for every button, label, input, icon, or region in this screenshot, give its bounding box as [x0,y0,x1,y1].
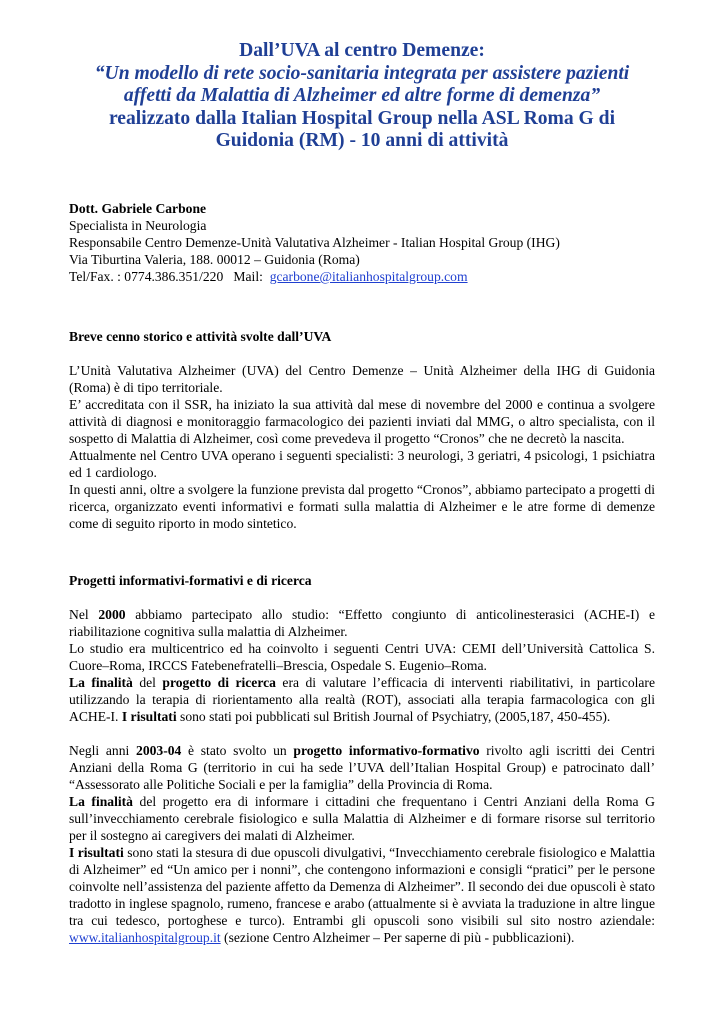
document-title [69,40,655,153]
paragraph-accreditation: E’ accreditata con il SSR, ha iniziato la sua attività dal mese di novembre del 2000 e continua a svolgere attività di diagnosi e monitoraggio farmacologico dei pazienti inviati dal MMG, o altro specialista, con il sospetto di Malattia di Alzheimer, così come prevedeva il progetto “Cronos” che ne decretò la nascita. [69,396,655,446]
title-close-quote: ” [590,85,601,107]
year-2000: 2000 [98,606,126,622]
paragraph-specialists: Attualmente nel Centro UVA operano i seguenti specialisti: 3 neurologi, 3 geriatri, 4 psicologi, 1 psichiatra ed 1 cardiologo. [69,447,655,480]
paragraph-project-aim: La finalità del progetto era di informare i cittadini che frequentano i Centri Anziani della Roma G sull’invecchiamento cerebrale fisiologico e sulla Malattia di Alzheimer e di formare risorse sul territorio per il sostegno ai caregivers dei malati di Alzheimer. [69,793,655,843]
email-link[interactable]: gcarbone@italianhospitalgroup.com [269,268,468,284]
title-line-1: Dall’UVA al centro Demenze: [239,40,485,61]
author-address: Via Tiburtina Valeria, 188. 00012 – Guidonia (Roma) [69,251,360,267]
paragraph-study-2000: Nel 2000 abbiamo partecipato allo studio: “Effetto congiunto di anticolinesterasici (ACHE-I) e riabilitazione cognitiva sulla malattia di Alzheimer. [69,606,655,639]
paragraph-projects-intro: In questi anni, oltre a svolgere la funzione prevista dal progetto “Cronos”, abbiamo partecipato a progetti di ricerca, organizzato eventi informativi e formati sulla malattia di Alzheimer e le atre forme di demenze come di seguito riporto in modo sintetico. [69,481,655,531]
website-link[interactable]: www.italianhospitalgroup.it [69,929,221,945]
paragraph-multicenter: Lo studio era multicentrico ed ha coinvolto i seguenti Centri UVA: CEMI dell’Università Cattolica S. Cuore–Roma, IRCCS Fatebenefratelli–Brescia, Ospedale S. Eugenio–Roma. [69,640,655,673]
paragraph-research-aim: La finalità del progetto di ricerca era di valutare l’efficacia di interventi riabilitativi, in particolare utilizzando la terapia di riorientamento alla realtà (ROT), associati alla terapia farmacologica con gli ACHE-I. I risultati sono stati poi pubblicati sul British Journal of Psychiatry, (2005,187, 450-455). [69,674,655,724]
title-organization: realizzato dalla Italian Hospital Group nella ASL Roma G di Guidonia (RM) - 10 anni di attività [108,107,616,152]
years-2003-04: 2003-04 [136,742,182,758]
title-open-quote: “ [94,62,105,84]
paragraph-project-2003: Negli anni 2003-04 è stato svolto un progetto informativo-formativo rivolto agli iscritti dei Centri Anziani della Roma G (territorio in cui ha sede l’UVA dell’Italian Hospital Group) e patrocinato dall’ “Assessorato alle Politiche Sociali e per la famiglia” della Provincia di Roma. [69,742,656,792]
section-heading-projects: Progetti informativi-formativi e di ricerca [69,572,312,588]
title-subtitle [69,63,655,108]
author-position: Responsabile Centro Demenze-Unità Valutativa Alzheimer - Italian Hospital Group (IHG) [69,234,560,250]
contact-text: Tel/Fax. : 0774.386.351/220 Mail: [69,268,270,284]
section-heading-history: Breve cenno storico e attività svolte dall’UVA [69,328,332,344]
title-italic-text: Un modello di rete socio-sanitaria integrata per assistere pazienti affetti da Malattia di Alzheimer ed altre forme di demenza [104,62,630,107]
paragraph-project-results: I risultati sono stati la stesura di due opuscoli divulgativi, “Invecchiamento cerebrale fisiologico e Malattia di Alzheimer” ed “Un amico per i nonni”, che contengono informazioni e consigli “pratici” per le persone coinvolte nell’assistenza del paziente affetto da Demenza di Alzheimer”. Il secondo dei due opuscoli è stato tradotto in inglese spagnolo, rumeno, francese e arabo (attualmente si è avviata la traduzione in altre lingue tra cui tedesco, portoghese e turco). Entrambi gli opuscoli sono visibili sul sito nostro aziendale: www.italianhospitalgroup.it (sezione Centro Alzheimer – Per saperne di più - pubblicazioni). [69,844,655,945]
paragraph-uva-intro: L’Unità Valutativa Alzheimer (UVA) del Centro Demenze – Unità Alzheimer della IHG di Guidonia (Roma) è di tipo territoriale. [69,362,655,395]
document-page [69,40,655,946]
author-role: Specialista in Neurologia [69,217,207,233]
author-name: Dott. Gabriele Carbone [69,200,207,216]
author-contact [69,268,655,285]
author-block [69,200,655,285]
